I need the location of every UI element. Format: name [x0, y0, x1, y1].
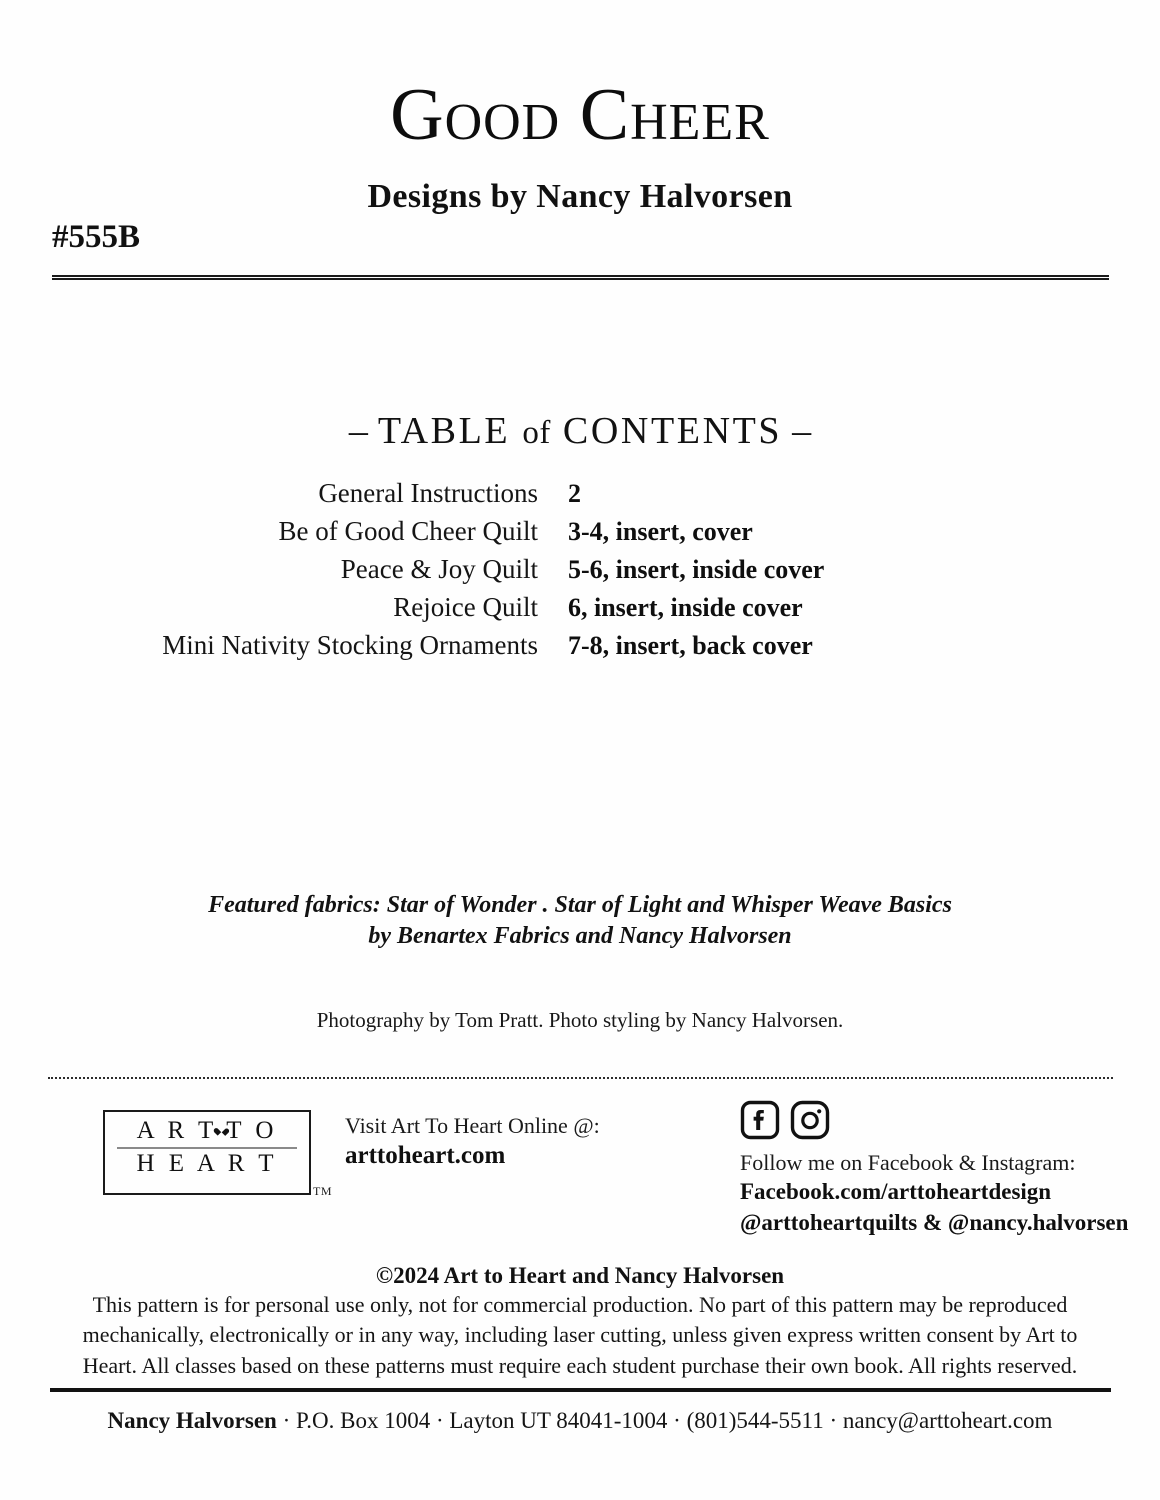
sku-number: #555B	[52, 219, 141, 255]
toc-entry-pages: 3-4, insert, cover	[568, 517, 753, 546]
heading-table: TABLE	[377, 410, 511, 452]
table-of-contents-list	[0, 478, 1160, 668]
toc-entry-title: Mini Nativity Stocking Ornaments	[162, 630, 538, 660]
featured-fabrics-line-2: by Benartex Fabrics and Nancy Halvorsen	[368, 922, 792, 949]
table-row[interactable]	[0, 554, 1160, 592]
art-to-heart-logo	[103, 1110, 311, 1195]
table-row[interactable]	[0, 516, 1160, 554]
toc-entry-pages: 7-8, insert, back cover	[568, 631, 813, 660]
logo-word-heart: H E A R T	[136, 1150, 278, 1178]
toc-entry-title: Rejoice Quilt	[393, 592, 538, 622]
toc-entry-pages: 6, insert, inside cover	[568, 593, 803, 622]
featured-fabrics-credit	[0, 890, 1160, 951]
photography-credit: Photography by Tom Pratt. Photo styling by Nancy Halvorsen.	[316, 1008, 844, 1032]
heading-of: of	[522, 415, 551, 451]
header-divider-rule	[52, 275, 1109, 280]
footer-brand-band	[0, 1100, 1160, 1260]
table-of-contents-heading	[0, 409, 1160, 453]
social-info-block	[740, 1100, 1140, 1239]
trademark-mark: TM	[313, 1184, 332, 1198]
visit-online-label: Visit Art To Heart Online @:	[345, 1113, 600, 1138]
logo-word-to: T O	[226, 1117, 278, 1144]
heading-dash-right: –	[792, 410, 812, 452]
facebook-icon[interactable]	[740, 1100, 780, 1140]
copyright-body: This pattern is for personal use only, not for commercial production. No part of this pattern may be reproduced mechanically, electronically or in any way, including laser cutting, unless given express written consent by Art to Heart. All classes based on these patterns must require each student purchase their own book. All rights reserved.	[82, 1292, 1078, 1378]
page-title: Good Cheer	[390, 74, 770, 156]
designer-credit: Designs by Nancy Halvorsen	[367, 178, 793, 215]
copyright-heading: ©2024 Art to Heart and Nancy Halvorsen	[375, 1263, 785, 1288]
social-icon-row	[740, 1100, 1140, 1140]
heart-icon	[217, 1127, 226, 1136]
contact-name: Nancy Halvorsen	[107, 1408, 277, 1433]
follow-me-label: Follow me on Facebook & Instagram:	[740, 1150, 1076, 1175]
toc-entry-title: General Instructions	[318, 478, 538, 508]
facebook-handle[interactable]: Facebook.com/arttoheartdesign	[740, 1179, 1052, 1205]
logo-word-art: A R T	[136, 1117, 218, 1144]
featured-fabrics-line-1: Featured fabrics: Star of Wonder . Star of Light and Whisper Weave Basics	[208, 892, 952, 918]
table-row[interactable]	[0, 592, 1160, 630]
heading-contents: CONTENTS	[562, 410, 783, 452]
toc-entry-pages: 5-6, insert, inside cover	[568, 555, 825, 584]
contact-details: · P.O. Box 1004 · Layton UT 84041-1004 · (801)544-5511 · nancy@arttoheart.com	[276, 1408, 1053, 1433]
instagram-handles[interactable]: @arttoheartquilts & @nancy.halvorsen	[740, 1209, 1129, 1235]
heading-dash-left: –	[348, 410, 368, 452]
toc-entry-title: Peace & Joy Quilt	[340, 554, 538, 584]
table-row[interactable]	[0, 478, 1160, 516]
website-link[interactable]: arttoheart.com	[345, 1141, 506, 1169]
toc-entry-title: Be of Good Cheer Quilt	[278, 516, 538, 546]
instagram-icon[interactable]	[790, 1100, 830, 1140]
contact-line	[0, 1408, 1160, 1434]
table-row[interactable]	[0, 630, 1160, 668]
footer-solid-rule	[50, 1388, 1111, 1392]
footer-dotted-divider	[48, 1077, 1113, 1079]
logo-inner-rule	[117, 1147, 297, 1149]
logo-line-one	[115, 1118, 299, 1146]
online-info-block	[345, 1112, 675, 1172]
toc-entry-pages: 2	[568, 479, 581, 508]
